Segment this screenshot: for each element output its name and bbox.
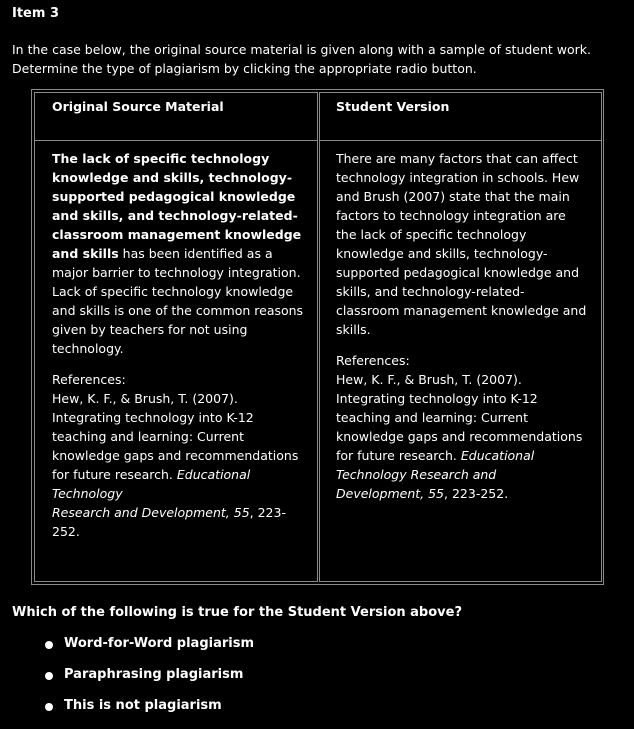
option-paraphrasing[interactable] xyxy=(42,667,254,698)
instructions-line-1: In the case below, the original source material is given along with a sample of student work. xyxy=(12,42,592,57)
option-word-for-word[interactable] xyxy=(42,636,254,667)
option-label[interactable]: Paraphrasing plagiarism xyxy=(64,667,244,682)
original-citation-journal-2: Research and Development, xyxy=(52,505,230,520)
original-citation xyxy=(52,389,307,541)
student-version-passage: There are many factors that can affect technology integration in schools. Hew and Brush (2007) state that the main factors to technology integration are the lack of specific technology knowledge and skills, technology-supported pedagogical knowledge and skills, and technology-related-classroom management knowledge and skills. xyxy=(336,151,587,337)
student-version-header: Student Version xyxy=(320,93,601,141)
student-version-column xyxy=(319,92,602,582)
original-citation-journal-1: Educational Technology xyxy=(52,467,251,501)
radio-bullet-icon[interactable] xyxy=(45,672,53,680)
student-citation-pages: , 223-252. xyxy=(444,486,509,501)
original-citation-volume: 55 xyxy=(233,505,250,520)
student-version-body xyxy=(320,141,601,503)
original-source-bold-text: The lack of specific technology knowledge and skills, technology-supported pedagogical knowledge and skills, and technology-related-classroom management knowledge and skills xyxy=(52,151,302,261)
original-references-label: References: xyxy=(52,372,126,387)
radio-bullet-icon[interactable] xyxy=(45,703,53,711)
original-source-body xyxy=(35,141,317,541)
original-source-rest-text: has been identified as a major barrier to technology integration. Lack of specific technology knowledge and skills is one of the common reasons given by teachers for not using technology. xyxy=(52,246,304,356)
student-citation-title: Integrating technology into K-12 teaching and learning: Current knowledge gaps and recommendations for future research. xyxy=(336,391,583,463)
student-references-label: References: xyxy=(336,353,410,368)
item-title: Item 3 xyxy=(12,6,59,21)
instructions-line-2: Determine the type of plagiarism by clicking the appropriate radio button. xyxy=(12,61,477,76)
option-label[interactable]: Word-for-Word plagiarism xyxy=(64,636,254,651)
option-not-plagiarism[interactable] xyxy=(42,698,254,729)
original-source-header: Original Source Material xyxy=(35,93,317,141)
student-citation xyxy=(336,370,587,503)
original-citation-pages: , 223-252. xyxy=(52,505,286,539)
question-text: Which of the following is true for the Student Version above? xyxy=(12,605,462,620)
student-citation-volume: 55 xyxy=(428,486,445,501)
original-citation-title: Integrating technology into K-12 teaching and learning: Current knowledge gaps and recommendations for future research. xyxy=(52,410,299,482)
radio-bullet-icon[interactable] xyxy=(45,641,53,649)
original-source-passage xyxy=(52,149,307,358)
comparison-table xyxy=(31,89,604,585)
instructions xyxy=(12,40,612,78)
option-label[interactable]: This is not plagiarism xyxy=(64,698,222,713)
student-citation-journal: Educational Technology Research and Development, xyxy=(336,448,535,501)
original-citation-authors: Hew, K. F., & Brush, T. (2007). xyxy=(52,391,238,406)
student-citation-authors: Hew, K. F., & Brush, T. (2007). xyxy=(336,372,522,387)
original-source-column xyxy=(34,92,318,582)
answer-options xyxy=(42,636,254,729)
